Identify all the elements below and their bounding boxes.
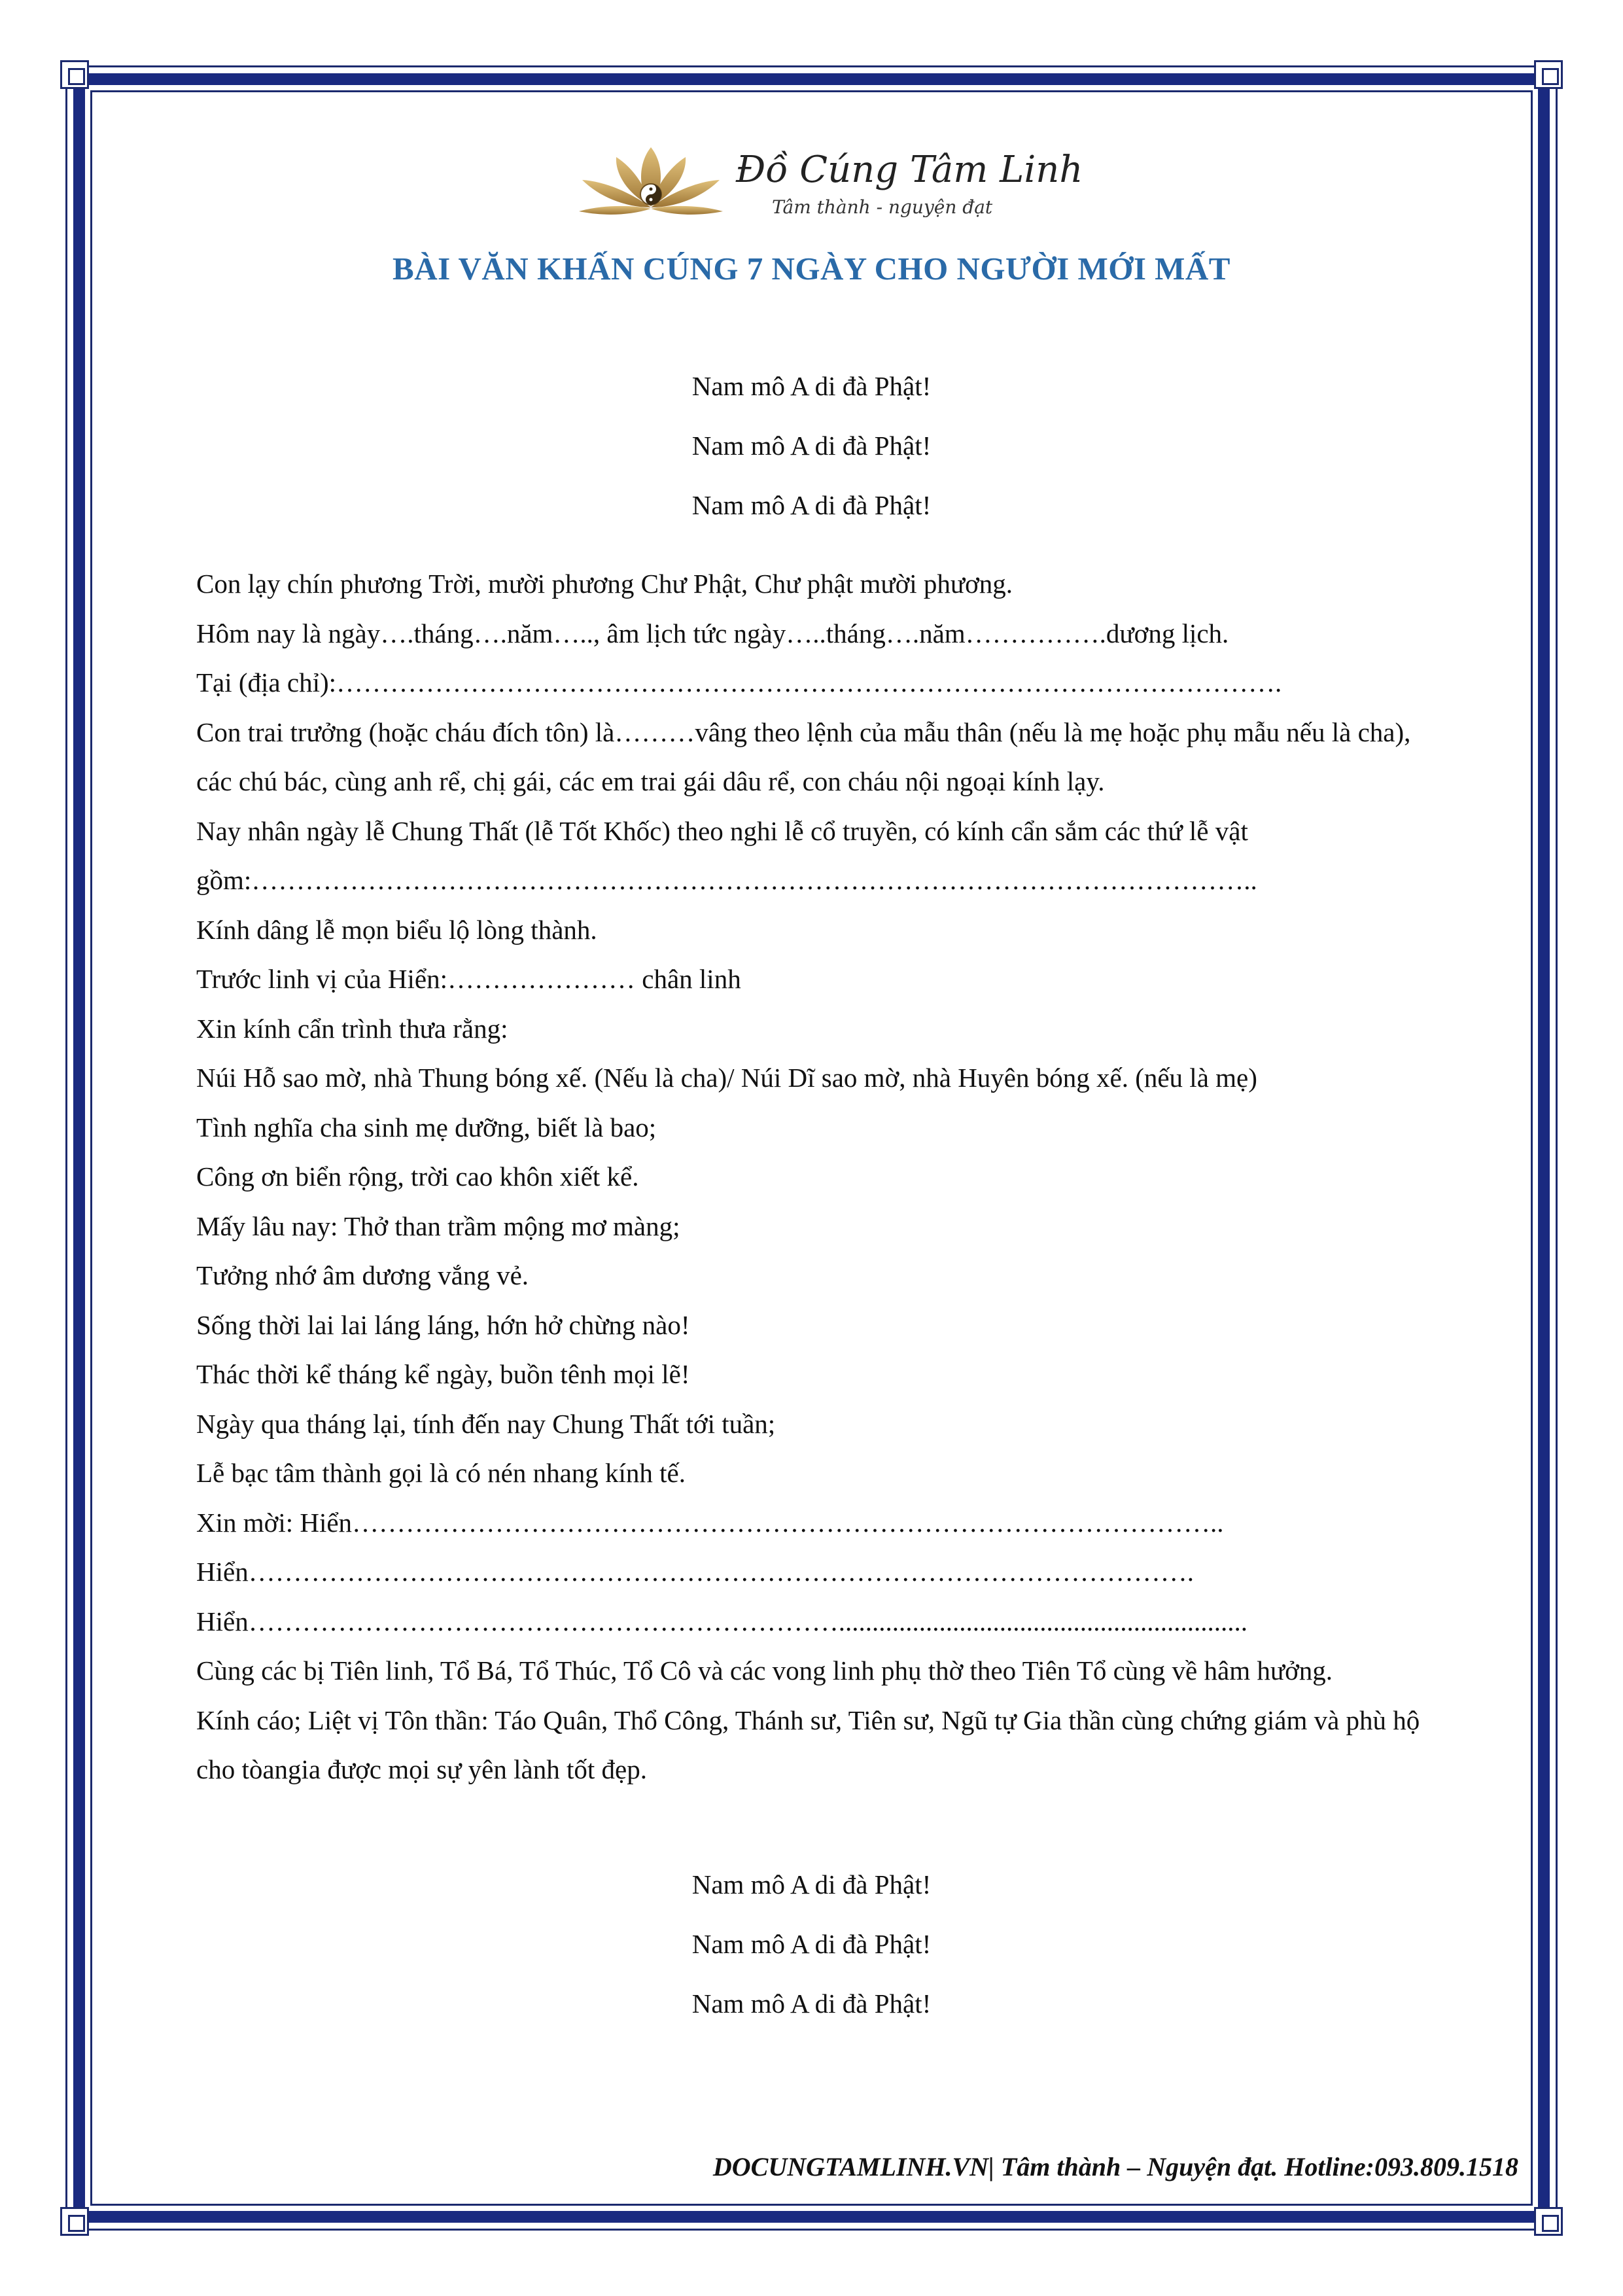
body-paragraph: Con trai trưởng (hoặc cháu đích tôn) là………vâng theo lệnh của mẫu thân (nếu là mẹ hoặc phụ mẫu nếu là cha), các chú bác, cùng anh rể, chị gái, các em trai gái dâu rể, con cháu nội ngoại kính lạy. bbox=[196, 716, 1411, 796]
border-corner-top-left bbox=[60, 60, 89, 89]
logo-tagline: Tâm thành - nguyện đạt bbox=[772, 196, 993, 218]
closing-chant-line-2: Nam mô A di đà Phật! bbox=[691, 1929, 932, 1959]
body-paragraph: Cùng các bị Tiên linh, Tổ Bá, Tổ Thúc, Tổ Cô và các vong linh phụ thờ theo Tiên Tổ cùng về hâm hưởng. bbox=[196, 1655, 1333, 1686]
body-paragraph: Thác thời kể tháng kể ngày, buồn tênh mọi lẽ! bbox=[196, 1359, 690, 1389]
logo-brand-text: Đồ Cúng Tâm Linh bbox=[736, 149, 1083, 191]
brand-logo bbox=[569, 134, 1083, 232]
border-corner-top-right bbox=[1534, 60, 1563, 89]
body-paragraph: Mấy lâu nay: Thở than trầm mộng mơ màng; bbox=[196, 1210, 680, 1241]
body-paragraph: Trước linh vị của Hiển:………………… chân linh bbox=[196, 964, 741, 994]
body-paragraph: Ngày qua tháng lại, tính đến nay Chung Thất tới tuần; bbox=[196, 1408, 776, 1439]
closing-chant-line-1: Nam mô A di đà Phật! bbox=[691, 1869, 932, 1899]
body-paragraph: Hôm nay là ngày….tháng….năm….., âm lịch tức ngày…..tháng….năm…………….dương lịch. bbox=[196, 618, 1229, 648]
prayer-body bbox=[196, 559, 1439, 1795]
body-paragraph: Xin mời: Hiển…………………………………………………………………………………….. bbox=[196, 1507, 1224, 1538]
body-paragraph: Tưởng nhớ âm dương vắng vẻ. bbox=[196, 1260, 529, 1290]
border-corner-bottom-right bbox=[1534, 2207, 1563, 2236]
opening-chant-line-3: Nam mô A di đà Phật! bbox=[691, 490, 932, 520]
body-paragraph: Tại (địa chỉ):……………………………………………………………………………………………. bbox=[196, 667, 1282, 698]
opening-chant-line-2: Nam mô A di đà Phật! bbox=[691, 431, 932, 461]
body-paragraph: Tình nghĩa cha sinh mẹ dưỡng, biết là bao; bbox=[196, 1112, 657, 1142]
body-paragraph: Sống thời lai lai láng láng, hớn hở chừng nào! bbox=[196, 1309, 690, 1340]
body-paragraph: Lễ bạc tâm thành gọi là có nén nhang kính tế. bbox=[196, 1458, 686, 1488]
body-paragraph: Công ơn biển rộng, trời cao khôn xiết kể. bbox=[196, 1161, 639, 1192]
body-paragraph: Hiển……………………………………………………………………………………………. bbox=[196, 1557, 1194, 1587]
body-paragraph: Núi Hỗ sao mờ, nhà Thung bóng xế. (Nếu là cha)/ Núi Dĩ sao mờ, nhà Huyên bóng xế. (nếu là mẹ) bbox=[196, 1063, 1257, 1093]
footer-contact: DOCUNGTAMLINH.VN| Tâm thành – Nguyện đạt. Hotline:093.809.1518 bbox=[712, 2152, 1518, 2181]
closing-chant-line-3: Nam mô A di đà Phật! bbox=[691, 1988, 932, 2019]
page-title: BÀI VĂN KHẤN CÚNG 7 NGÀY CHO NGƯỜI MỚI MẤT bbox=[393, 251, 1230, 287]
body-paragraph: Con lạy chín phương Trời, mười phương Chư Phật, Chư phật mười phương. bbox=[196, 569, 1013, 599]
body-paragraph: Hiển…………………………………………………………............................................................. bbox=[196, 1606, 1248, 1636]
opening-chant-line-1: Nam mô A di đà Phật! bbox=[691, 371, 932, 401]
body-paragraph: Kính dâng lễ mọn biểu lộ lòng thành. bbox=[196, 914, 597, 945]
border-corner-bottom-left bbox=[60, 2207, 89, 2236]
lotus-icon bbox=[569, 134, 733, 232]
body-paragraph: Nay nhân ngày lễ Chung Thất (lễ Tốt Khốc) theo nghi lễ cổ truyền, có kính cẩn sắm các thứ lễ vật gồm:………………………………………………………………………………………………….. bbox=[196, 815, 1257, 895]
body-paragraph: Kính cáo; Liệt vị Tôn thần: Táo Quân, Thổ Công, Thánh sư, Tiên sư, Ngũ tự Gia thần cùng chứng giám và phù hộ cho tòangia được mọi sự yên lành tốt đẹp. bbox=[196, 1704, 1420, 1784]
body-paragraph: Xin kính cẩn trình thưa rằng: bbox=[196, 1013, 508, 1044]
